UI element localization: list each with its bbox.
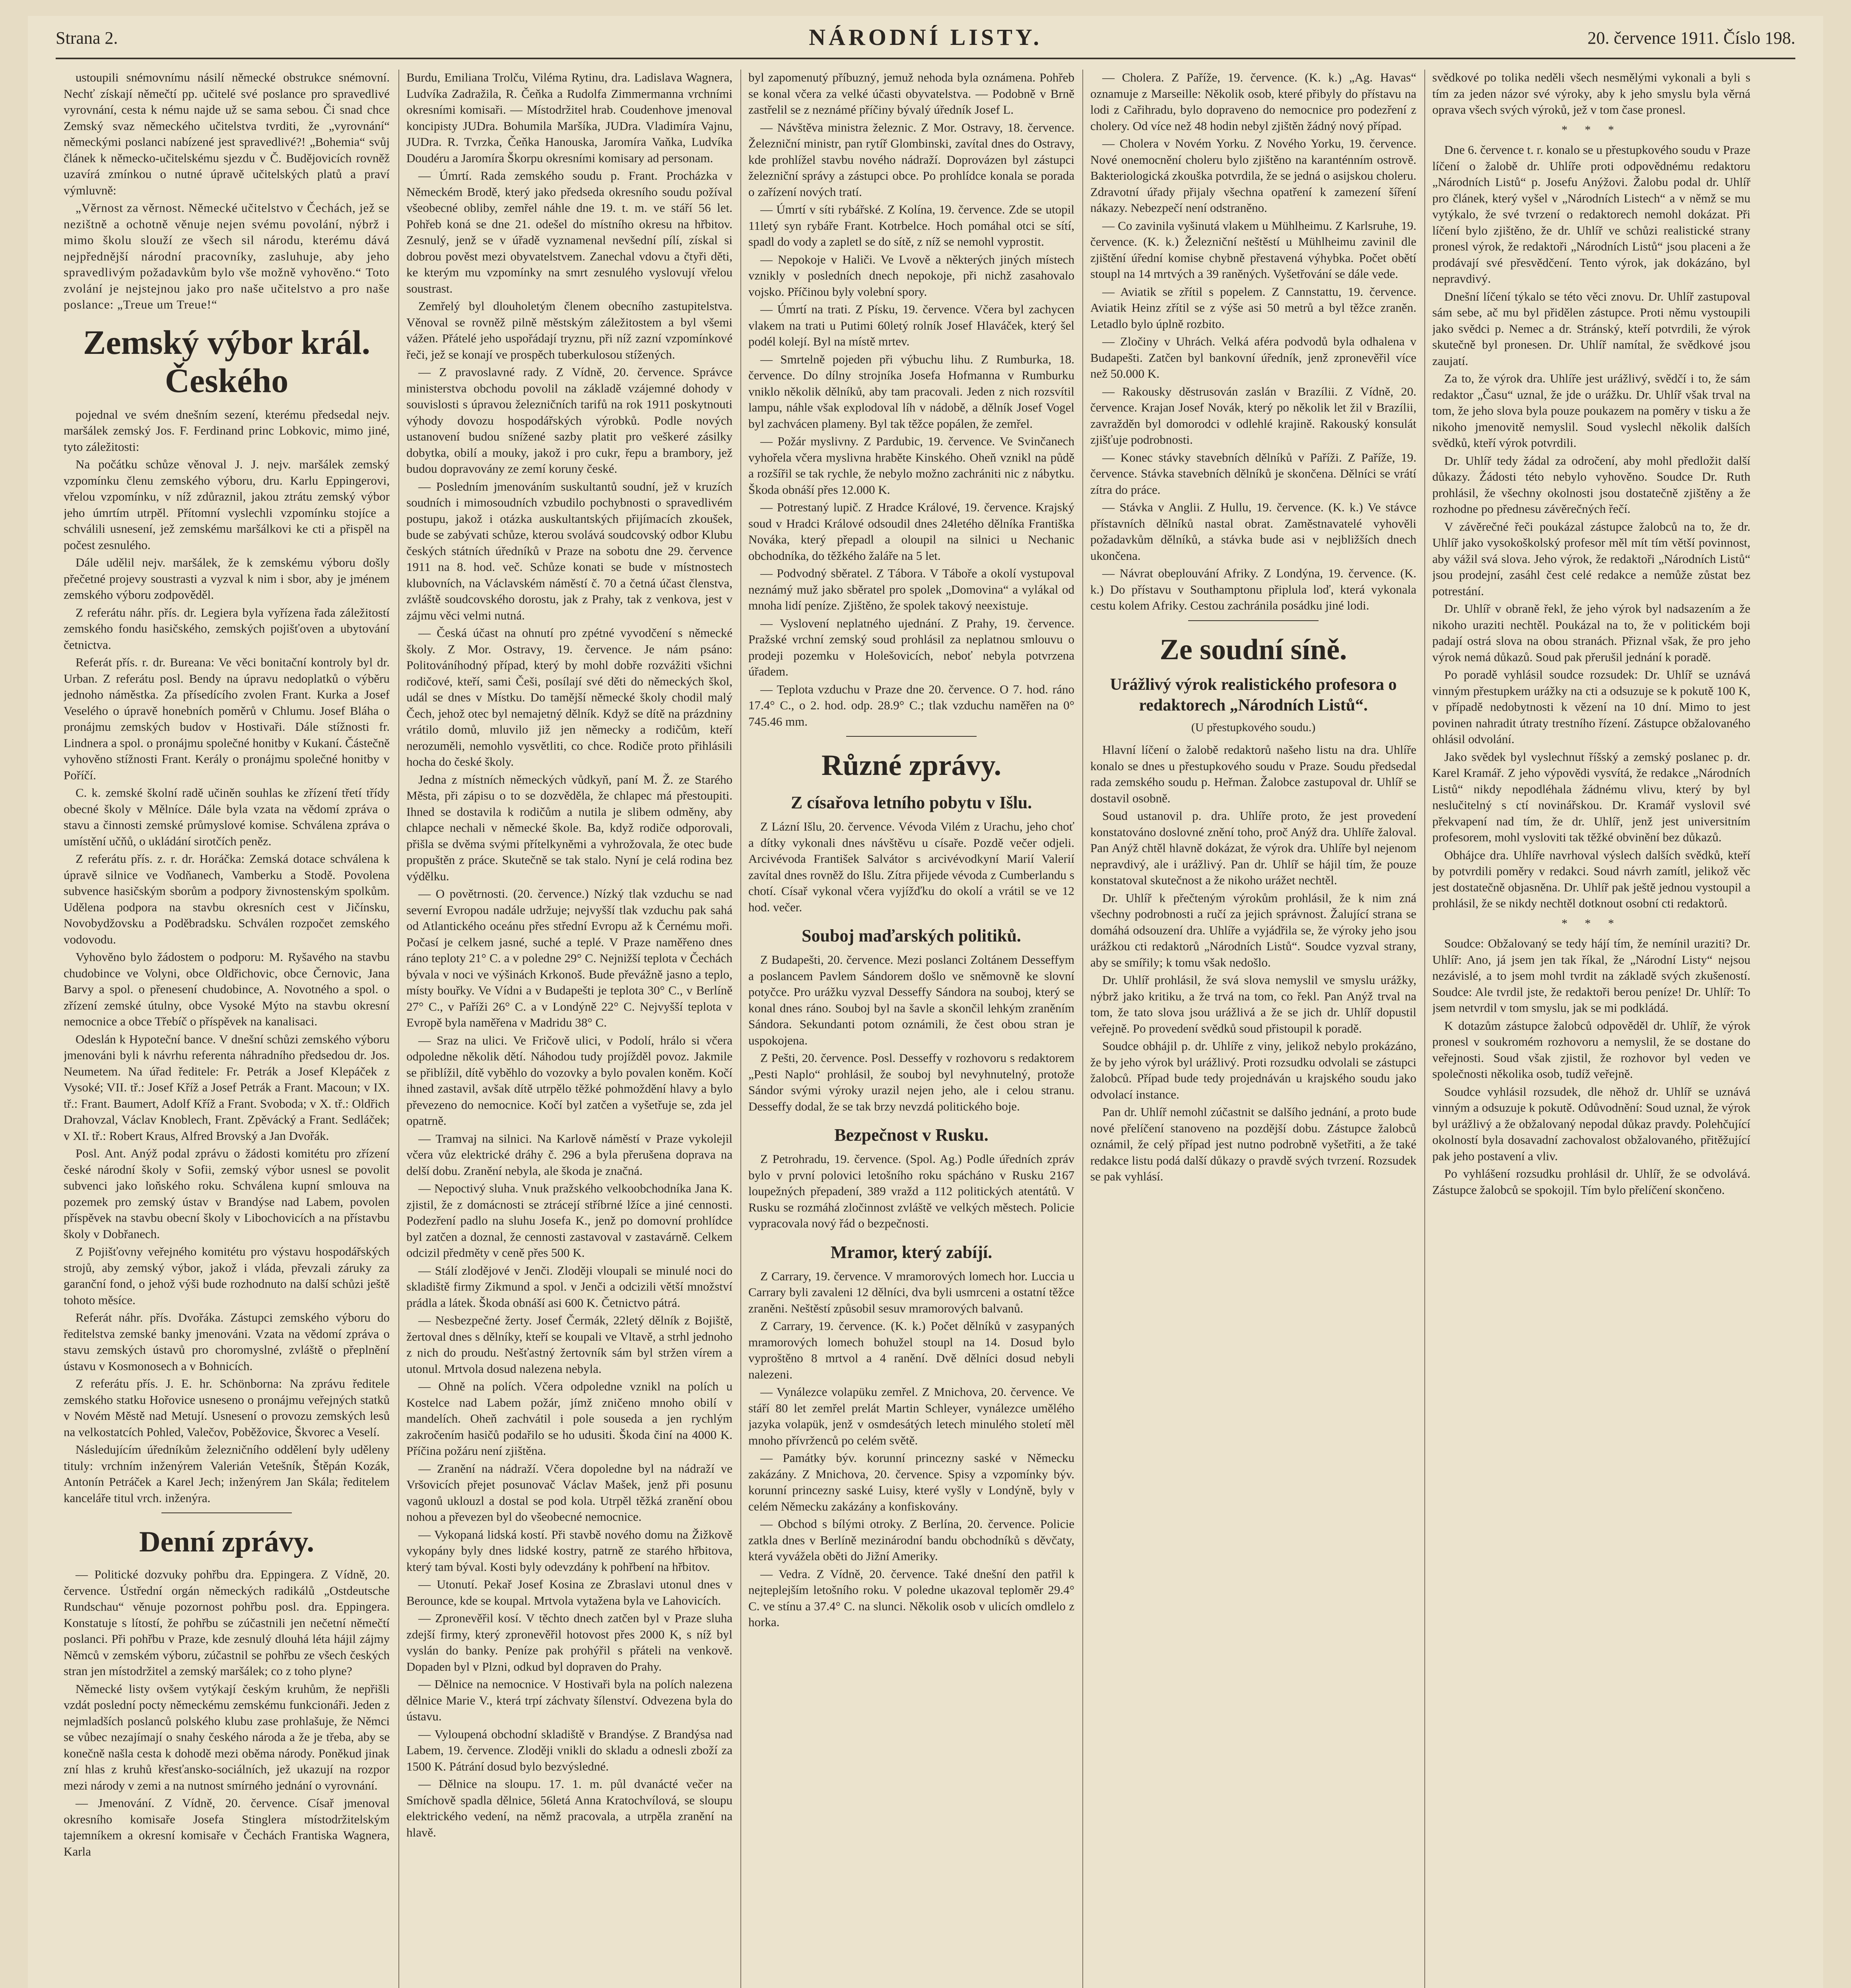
subheadline: Mramor, který zabíjí. bbox=[830, 1242, 993, 1262]
article-text: byl zapomenutý příbuzný, jemuž nehoda byla oznámena. Pohřeb se konal včera za velké účasti obyvatelstva. — Podobně v Brně zastřelil se z neznámé příčiny bývalý úředník Josef L. bbox=[748, 70, 1074, 116]
article-text: — Dělnice na sloupu. 17. 1. m. půl dvanácté večer na Smíchově spadla dělnice, 56letá Anna Kratochvílová, se sloupu elektrického vedení, na němž pracovala, a utrpěla zranění na hlavě. bbox=[406, 1777, 732, 1839]
article-text: — Vyslovení neplatného ujednání. Z Prahy, 19. července. Pražské vrchní zemský soud prohlásil za neplatnou smlouvu o prodeji pozemku v Holešovicích, neboť nebyla potvrzena úřadem. bbox=[748, 616, 1074, 678]
article-text: — O povětrnosti. (20. července.) Nízký tlak vzduchu se nad severní Evropou nadále udržuje; nejvyšší tlak vzduchu pak sahá od Atlantického oceánu přes střední Evropu až k Černému moři. Počasí je celkem jasné, suché a teplé. V Praze naměřeno dnes ráno teploty 21° C. a v poledne 29° C. Nejnižší teplota v Čechách bývala v noci ve výšinách Krkonoš. Bude převážně jasno a teplo, místy bouřky. Ve Vídni a v Budapešti je teplota 30° C., v Berlíně 27° C., v Paříži 26° C. a v Londýně 22° C. Nejvyšší teplota v Evropě byla naměřena v Madridu 38° C. bbox=[406, 887, 732, 1029]
article-text: Soudce: Obžalovaný se tedy hájí tím, že nemínil uraziti? Dr. Uhlíř: Ano, já jsem jen tak říkal, že „Národní Listy“ nejsou nezávislé, a to jsem mohl tvrdit na základě svých zkušeností. Soudce: Ale tvrdil jste, že redaktoři berou peníze! Dr. Uhlíř: To jsem netvrdil v tom smyslu, jak se mi podkládá. bbox=[1432, 936, 1750, 1015]
article-text: — Ohně na polích. Včera odpoledne vznikl na polích u Kostelce nad Labem požár, jímž zničeno mnoho obilí v mandelích. Oheň zachvátil i pole souseda a jen rychlým zakročením hasičů podařilo se ho udusiti. Škoda činí na 4000 K. Příčina požáru není zjištěna. bbox=[406, 1379, 732, 1458]
column-2 bbox=[406, 70, 732, 1988]
article-text: — Konec stávky stavebních dělníků v Paříži. Z Paříže, 19. července. Stávka stavebních dělníků je skončena. Dělníci se vrátí zítra do práce. bbox=[1090, 450, 1416, 497]
article-text: — Vedra. Z Vídně, 20. července. Také dnešní den patřil k nejteplejším letošního roku. V poledne ukazoval teploměr 29.4° C. ve stínu a 37.4° C. na slunci. Několik osob v ulicích omdlelo z horka. bbox=[748, 1567, 1074, 1629]
article-text: ustoupili snémovnímu násilí německé obstrukce snémovní. Nechť získají němečtí pp. učitelé své poslance pro spravedlivé vyrovnání, cesta k nému najde už se sama sebou. Či snad chce Zemský svaz německého učitelstva tvrditi, že „vyrovnání“ německými poslanci nabízené jest spravedlivé?! „Bohemia“ svůj článek k německo-učitelskému sjezdu v Č. Budějovicích rovněž uzavírá zmínkou o nutné úpravě učitelských platů a praví výmluvně: bbox=[64, 70, 390, 197]
article-text: — Teplota vzduchu v Praze dne 20. července. O 7. hod. ráno 17.4° C., o 2. hod. odp. 28.9° C.; tlak vzduchu naměřen na 0° 745.46 mm. bbox=[748, 682, 1074, 728]
separator-stars: * * * bbox=[1562, 916, 1621, 930]
article-text: — Památky býv. korunní princezny saské v Německu zakázány. Z Mnichova, 20. července. Spisy a vzpomínky býv. korunní princezny saské Luisy, které vyšly v Londýně, byly v celém Německu zakázány a konfiskovány. bbox=[748, 1451, 1074, 1513]
article-text: Odeslán k Hypoteční bance. V dnešní schůzi zemského výboru jmenováni byli k návrhu referenta náhradního předsedou dr. Jos. Neumetem. Na úřad ředitele: Fr. Petrák a Josef Klepáček z Vysoké; VII. tř.: Josef Kříž a Josef Petrák a Frant. Macoun; v IX. tř.: Frant. Baumert, Adolf Kříž a Frant. Svoboda; v X. tř.: Oldřich Drahovzal, Václav Knoblech, Frant. Zpěvácký a Frant. Sedláček; v XI. tř.: Robert Kraus, Alfred Brovský a Jan Dvořák. bbox=[64, 1032, 390, 1143]
separator-stars: * * * bbox=[1562, 123, 1621, 136]
article-text: Německé listy ovšem vytýkají českým kruhům, že nepřišli vzdát poslední pocty německému zemskému funkcionáři. Jeden z nejmladších poslanců polského klubu zase prohlašuje, že Němci se vůbec nezajímají o snahy českého národa a že je třeba, aby se konečně našla cesta k dohodě mezi oběma národy. Poněkud jinak zní hlas z kruhů křesťansko-sociálních, jež ukazují na rozpor mezi národy v zemi a na nutnost smírného jednání o vyrovnání. bbox=[64, 1681, 390, 1792]
headline-ruzne-zpravy: Různé zprávy. bbox=[821, 749, 1002, 782]
article-text: Z Carrary, 19. července. V mramorových lomech hor. Luccia u Carrary byli zavaleni 12 dělníci, dva byli usmrceni a ostatní těžce zraněni. Neštěstí způsobil sesuv mramorových balvanů. bbox=[748, 1269, 1074, 1315]
article-text: — Smrtelně pojeden při výbuchu lihu. Z Rumburka, 18. července. Do dílny strojníka Josefa Hofmanna v Rumburku vniklo několik dělníků, aby tam pracovali. Jeden z nich rozsvítil lampu, náhle však explodoval líh v nádobě, a dělník Josef Vogel byl zachvácen plameny. Byl tak těžce popálen, že zemřel. bbox=[748, 352, 1074, 431]
headline-zemsky-vybor: Zemský výbor král. Českého bbox=[83, 323, 371, 400]
subheadline: Bezpečnost v Rusku. bbox=[834, 1125, 989, 1145]
article-text: — Rakousky děstrusován zaslán v Brazílii. Z Vídně, 20. července. Krajan Josef Novák, který po několik let žil v Brazílii, zavražděn byl domorodci v odlehlé krajině. Rakouský konsulát zjišťuje podrobnosti. bbox=[1090, 384, 1416, 447]
article-text: Na počátku schůze věnoval J. J. nejv. maršálek zemský vzpomínku členu zemského výboru, dru. Karlu Eppingerovi, vřelou vzpomínku, v níž zdůraznil, jakou ztrátu zemský výbor jeho úmrtím utrpěl. Přítomní vyslechli vzpomínku stojíce a schválili usnesení, jež zemskému maršálkovi ke cti a přispěl na počest zesnulého. bbox=[64, 457, 390, 552]
page-number: Strana 2. bbox=[56, 28, 118, 48]
article-text: — Zranění na nádraží. Včera dopoledne byl na nádraží ve Vršovicích přejet posunovač Václav Mašek, jenž při posunu vagonů uklouzl a dostal se pod kola. Utrpěl těžká zranění obou nohou a převezen byl do všeobecné nemocnice. bbox=[406, 1461, 732, 1524]
article-text: — Požár myslivny. Z Pardubic, 19. července. Ve Svinčanech vyhořela včera myslivna hraběte Kinského. Oheň vznikl na půdě a rozšířil se tak rychle, že nebylo možno zachrániti nic z nábytku. Škoda obnáší přes 12.000 K. bbox=[748, 434, 1074, 497]
column-1 bbox=[64, 70, 390, 1988]
article-text: Z Pojišťovny veřejného komitétu pro výstavu hospodářských strojů, aby zemský výbor, jakož i vláda, převzali záruky za garanční fond, o jehož výši bude rozhodnuto na další schůzi ještě tohoto měsíce. bbox=[64, 1244, 390, 1307]
article-text: Dr. Uhlíř tedy žádal za odročení, aby mohl předložit další důkazy. Žádosti této nebylo vyhověno. Soudce Dr. Ruth prohlásil, že všechny okolnosti jsou dostatečně zjištěny a že rozhodne po přednesu závěrečných řečí. bbox=[1432, 453, 1750, 516]
article-text: Dr. Uhlíř prohlásil, že svá slova nemyslil ve smyslu urážky, nýbrž jako kritiku, a že trvá na tom, co řekl. Pan Anýž trval na tom, že tato slova jsou urážlivá a že se jich dr. Uhlíř dopustil veřejně. Po provedení svědků soud přistoupil k poradě. bbox=[1090, 973, 1416, 1035]
article-text: Pan dr. Uhlíř nemohl zúčastnit se dalšího jednání, a proto bude nové přelíčení stanoveno na pozdější dobu. Zástupce žalobců oznámil, že celý případ jest nutno podrobně vyšetřiti, a že také redakce listu podá další důkazy o pravdě svých tvrzení. Rozsudek se pak vyhlásí. bbox=[1090, 1105, 1416, 1183]
subheadline: Z císařova letního pobytu v Išlu. bbox=[791, 793, 1032, 812]
article-text: — Vyloupená obchodní skladiště v Brandýse. Z Brandýsa nad Labem, 19. července. Zloději vnikli do skladu a odnesli zboží za 1500 K. Pátrání dosud bylo bezvýsledné. bbox=[406, 1727, 732, 1773]
article-text: — Aviatik se zřítil s popelem. Z Cannstattu, 19. července. Aviatik Heinz zřítil se z výše asi 50 metrů a byl těžce zraněn. Letadlo bylo úplně rozbito. bbox=[1090, 284, 1416, 331]
section-divider bbox=[846, 736, 977, 737]
article-text: — Zpronevěřil kosí. V těchto dnech zatčen byl v Praze sluha zdejší firmy, který zpronevěřil hotovost přes 2000 K, s níž byl vyslán do banky. Peníze pak prohýřil s přáteli na venkově. Dopaden byl v Plzni, odkud byl dopraven do Prahy. bbox=[406, 1611, 732, 1673]
article-text: — Cholera v Novém Yorku. Z Nového Yorku, 19. července. Nové onemocnění choleru bylo zjištěno na karanténním ostrově. Bakteriologická zkouška potvrdila, že se jedná o asijskou choleru. Zdravotní úřady přijaly všechna opatření k zamezení šíření nákazy. Nebezpečí není odstraněno. bbox=[1090, 136, 1416, 215]
article-text: svědkové po tolika neděli všech nesmělými vykonali a byli s tím za jeden názor své výroky, aby k jeho smyslu byla věrná oprava všech svých výroků, jež v tom čase pronesl. bbox=[1432, 70, 1750, 116]
article-text: — Posledním jmenováním suskultantů soudní, jež v kruzích soudních i mimosoudních vzbudilo pochybnosti o spravedlivém postupu, jakož i otázka auskultantských přijímacích zkoušek, bude se zabývati schůze, kterou svolává soudcovský odbor Klubu českých státních úředníků v Praze na sobotu dne 29. července 1911 na 8. hod. več. Schůze konati se bude v místnostech klubovních, na Václavském náměstí č. 70 a četná účast členstva, zvláště soudcovského dorostu, jak z Prahy, tak z venkova, jest v zájmu věci velmi nutná. bbox=[406, 479, 732, 622]
article-text: Jedna z místních německých vůdkyň, paní M. Ž. ze Starého Města, při zápisu o to se dozvěděla, že chlapec má přestoupiti. Ihned se dostavila k rodičům a nutila je slibem odměny, aby chlapce nechali v německé škole. Ba, když rodiče odporovali, přišla se dvěma svými přítelkyněmi a vyhrožovala, že otec bude propuštěn z práce. Skutečně se tak stalo. Nyní je celá rodina bez výdělku. bbox=[406, 772, 732, 883]
column-3 bbox=[748, 70, 1074, 1988]
article-text: — Vynálezce volapüku zemřel. Z Mnichova, 20. července. Ve stáří 80 let zemřel prelát Martin Schleyer, vynálezce umělého jazyka volapük, jenž v osmdesátých letech minulého století měl mnoho přívrženců po celém světě. bbox=[748, 1385, 1074, 1447]
article-text: Dále udělil nejv. maršálek, že k zemskému výboru došly přečetné projevy soustrasti a vyzval k nim i sbor, aby je jménem zemského výboru zodpověděl. bbox=[64, 555, 390, 602]
article-text: — Návštěva ministra železnic. Z Mor. Ostravy, 18. července. Železniční ministr, pan rytíř Glombinski, zavítal dnes do Ostravy, kde prohlížel stavbu nového nádraží. Doprovázen byl zástupci železniční správy a zástupci obce. Po prohlídce konala se porada o zařízení nových tratí. bbox=[748, 120, 1074, 199]
issue-date: 20. července 1911. Číslo 198. bbox=[1587, 28, 1795, 48]
article-text: — Česká účast na ohnutí pro zpétné vyvodčení s německé školy. Z Mor. Ostravy, 19. července. Je nám psáno: Politováníhodný případ, který by mohl dobře rozvážiti všichni rodičové, kteří, sami Češi, posílají své děti do německých škol, udál se dnes v Místku. Do tamější německé školy chodil malý Čech, jehož otec byl nemajetný dělník. Když se dítě na prázdniny vrátilo domů, mluvilo již jen německy a rodičům, kteří nerozuměli, nemohlo vysvětliti, co chce. Rodiče proto přihlásili hocha do české školy. bbox=[406, 626, 732, 769]
article-text: — Sraz na ulici. Ve Fričově ulici, v Podolí, hrálo si včera odpoledne několik dětí. Náhodou tudy projížděl povoz. Jakmile se přiblížil, dítě vyběhlo do vozovky a bylo povalen koněm. Kočí ihned zastavil, avšak dítě utrpělo těžké pohmoždění hlavy a bylo převezeno do nemocnice. Kočí byl zatčen a vyšetřuje se, zda jel opatrně. bbox=[406, 1033, 732, 1128]
article-text: Dne 6. července t. r. konalo se u přestupkového soudu v Praze líčení o žalobě dr. Uhlíře proti odpovědnému redaktoru „Národních Listů“ p. Josefu Anýžovi. Žalobu podal dr. Uhlíř pro článek, který vyšel v „Národních Listech“ a v němž se mu vytýkalo, že své tvrzení o redaktorech nemohl dokázat. Při líčení bylo zjištěno, že dr. Uhlíř ve schůzi realistické strany pronesl výrok, že redaktoři „Národních Listů“ jsou placeni a že prodávají své přesvědčení. Tento výrok, jak dokázáno, byl nepravdivý. bbox=[1432, 143, 1750, 285]
article-text: Jako svědek byl vyslechnut říšský a zemský poslanec p. dr. Karel Kramář. Z jeho výpovědi vysvítá, že redakce „Národních Listů“ nikdy nepodléhala žádnému vlivu, který by byl neslučitelný s ctí novinářskou. Dr. Kramář vyslovil své překvapení nad tím, že dr. Uhlíř, jenž jest universitním profesorem, mohl vysloviti tak těžké obvinění bez důkazů. bbox=[1432, 749, 1750, 844]
article-text: Z referátu náhr. přís. dr. Legiera byla vyřízena řada záležitostí zemského fondu hasičského, zemských pojišťoven a ubytování četnictva. bbox=[64, 605, 390, 652]
article-text: pojednal ve svém dnešním sezení, kterému předsedal nejv. maršálek zemský Jos. F. Ferdinand princ Lobkovic, mimo jiné, tyto záležitosti: bbox=[64, 407, 390, 454]
article-text: Z referátu přís. J. E. hr. Schönborna: Na zprávu ředitele zemského statku Hořovice usneseno o pronájmu veřejných statků v Novém Městě nad Metují. Usnesení o provozu zemských lesů na velkostatcích Pohled, Valečov, Poběžovice, Škvorec a Veselí. bbox=[64, 1376, 390, 1439]
article-text: Soudce vyhlásil rozsudek, dle něhož dr. Uhlíř se uznává vinným a odsuzuje k pokutě. Odůvodnění: Soud uznal, že výrok byl urážlivý a že obžalovaný nepodal důkaz pravdy. Polehčující okolností byla dosavadní zachovalost obžalovaného, přitěžující pak jeho postavení a vliv. bbox=[1432, 1084, 1750, 1163]
article-text: Po vyhlášení rozsudku prohlásil dr. Uhlíř, že se odvolává. Zástupce žalobců se spokojil. Tím bylo přelíčení skončeno. bbox=[1432, 1167, 1750, 1197]
article-text: Z Pešti, 20. července. Posl. Desseffy v rozhovoru s redaktorem „Pesti Naplo“ prohlásil, že souboj byl nevyhnutelný, protože Sándor svými výroky urazil nejen jeho, ale i celou stranu. Desseffy dodal, že se tak brzy nevzdá politického boje. bbox=[748, 1051, 1074, 1113]
newspaper-title: NÁRODNÍ LISTY. bbox=[809, 24, 1042, 50]
article-text: — Potrestaný lupič. Z Hradce Králové, 19. července. Krajský soud v Hradci Králové odsoudil dnes 24letého dělníka Františka Nováka, který přepadl a oloupil na silnici u Nechanic obchodníka, do těžkého žaláře na 5 let. bbox=[748, 500, 1074, 563]
article-text: Z Budapešti, 20. července. Mezi poslanci Zoltánem Desseffym a poslancem Pavlem Sándorem došlo ve sněmovně ke slovní potyčce. Pro urážku vyzval Desseffy Sándora na souboj, který se konal dnes ráno. Souboj byl na šavle a skončil lehkým zraněním Sándora. Sekundanti potom oznámili, že čest obou stran je uspokojena. bbox=[748, 953, 1074, 1047]
article-text: Po poradě vyhlásil soudce rozsudek: Dr. Uhlíř se uznává vinným přestupkem urážky na cti a odsuzuje se k pokutě 100 K, v případě nedobytnosti k vězení na 10 dní. Mimo to jest povinen nahradit útraty trestního řízení. Zástupce obžalovaného ohlásil odvolání. bbox=[1432, 668, 1750, 746]
article-text: — Úmrtí. Rada zemského soudu p. Frant. Procházka v Německém Brodě, který jako předseda okresního soudu požíval všeobecné obliby, zemřel náhle dne 19. t. m. ve stáří 56 let. Pohřeb koná se dne 21. odešel do místního okresu na hřbitov. Zesnulý, jenž se v úřadě vyznamenal nevšední pílí, získal si dobrou pověst mezi obyvatelstvem. Zanechal vdovu a čtyři děti, ke kterým mu vzpomínky na smrt zesnulého vyslovují vřelou soustrast. bbox=[406, 169, 732, 295]
column-divider bbox=[398, 70, 399, 1988]
article-text: Zemřelý byl dlouholetým členem obecního zastupitelstva. Věnoval se rovněž pilně městským záležitostem a byl všemi vážen. Přátelé jeho uspořádají tryznu, při níž zazní vzpomínkové řeči, jež se konají ve prospěch tuberkulosou stížených. bbox=[406, 299, 732, 361]
article-text: Z Petrohradu, 19. července. (Spol. Ag.) Podle úředních zpráv bylo v první polovici letošního roku spácháno v Rusku 2167 loupežných přepadení, 389 vražd a 112 politických atentátů. V Rusku se rozmáhá zločinnost zvláště ve velkých městech. Policie vypracovala nový řád o bezpečnosti. bbox=[748, 1152, 1074, 1230]
headline-ze-soudni-sine: Ze soudní síně. bbox=[1160, 633, 1347, 666]
subheadline: Urážlivý výrok realistického profesora o redaktorech „Národních Listů“. bbox=[1110, 675, 1397, 714]
column-divider bbox=[1424, 70, 1425, 1988]
article-text: Dnešní líčení týkalo se této věci znovu. Dr. Uhlíř zastupoval sám sebe, ač mu byl přidělen zástupce. Proti němu vystoupili jako svědci p. Nemec a dr. Stránský, kteří potvrdili, že výrok skutečně byl pronesen. Dr. Uhlíř namítal, že svědkové jsou zaujatí. bbox=[1432, 289, 1750, 368]
article-text: Referát přís. r. dr. Bureana: Ve věci bonitační kontroly byl dr. Urban. Z referátu posl. Bendy na úpravu nedoplatků o výběru jednoho náměstka. Za přísedícího zvolen Frant. Kurka a Josef Veselého o úpravě honebních poměrů v Chlumu. Josef Bláha o pronájmu zemských budov v Hostivaři. Dále stížnosti fr. Lindnera a spol. o pronájmu společné honitby v Kukaní. Částečně vyhověno stížnosti Frant. Kerály o pronájmu společné honitby v Poříčí. bbox=[64, 655, 390, 782]
article-text: Posl. Ant. Anýž podal zprávu o žádosti komitétu pro zřízení české národní školy v Sofii, zemský výbor usnesl se povolit subvenci jako loňského roku. Schválena kupní smlouva na pozemek pro zemský ústav v Brandýse nad Labem, povolen příspěvek na stavbu obecní školy v Libochovicích a na přístavbu školy v Dobřanech. bbox=[64, 1146, 390, 1241]
article-text: — Vykopaná lidská kostí. Při stavbě nového domu na Žižkově vykopány byly dnes lidské kostry, patrně ze starého hřbitova, který tam býval. Kosti byly odevzdány k pohřbení na hřbitov. bbox=[406, 1527, 732, 1574]
column-divider bbox=[1082, 70, 1083, 1988]
article-text: Z referátu přís. z. r. dr. Horáčka: Zemská dotace schválena k úpravě silnice ve Vodňanech, Vamberku a Stodě. Povolena subvence hasičským sborům a podpory živnostenským spolkům. Udělena podpora na stavbu okresních cest v Jičínsku, Novobydžovsku a Poděbradsku. Schválen rozpočet zemského vodovodu. bbox=[64, 852, 390, 946]
article-text: — Utonutí. Pekař Josef Kosina ze Zbraslavi utonul dnes v Berounce, kde se koupal. Mrtvola vytažena byla ve Lahovicích. bbox=[406, 1577, 732, 1607]
article-text: Hlavní líčení o žalobě redaktorů našeho listu na dra. Uhlíře konalo se dnes u přestupkového soudu v Praze. Soudu předsedal rada zemského soudu p. Heřman. Žalobce zastupoval dr. Uhlíř se dostavil osobně. bbox=[1090, 743, 1416, 805]
article-text: Dr. Uhlíř k přečteným výrokům prohlásil, že k nim zná všechny podrobnosti a ručí za jejich správnost. Žalující strana se domáhá odsouzení dra. Uhlíře a vyjádřila se, že výroky jeho jsou urážkou cti redaktorů „Národních Listů“. Soudce vyzval strany, aby se smířily; k tomu však nedošlo. bbox=[1090, 891, 1416, 969]
section-divider bbox=[1188, 620, 1319, 621]
article-text: — Nesbezpečné žerty. Josef Čermák, 22letý dělník z Bojiště, žertoval dnes s dělníky, kteří se koupali ve Vltavě, a strhl jednoho z nich do proudu. Nešťastný žertovník sám byl stržen vírem a utonul. Mrtvola dosud nalezena nebyla. bbox=[406, 1313, 732, 1376]
article-text: Následujícím úředníkům železničního oddělení byly uděleny tituly: vrchním inženýrem Valerián Vetešník, Štěpán Kozák, Antonín Petráček a Karel Jech; inženýrem Jan Skála; ředitelem kanceláře titul vrch. inženýra. bbox=[64, 1442, 390, 1505]
column-4 bbox=[1090, 70, 1416, 1988]
section-divider bbox=[161, 1512, 292, 1513]
article-text: — Co zavinila vyšinutá vlakem u Mühlheimu. Z Karlsruhe, 19. července. (K. k.) Železniční neštěstí u Mühlheimu zavinil dle zjištění úřední komise chybně přestavená výhybka. Počet obětí stoupl na 14 mrtvých a 39 raněných. Vyšetřování se dále vede. bbox=[1090, 218, 1416, 281]
article-text: — Nepoctivý sluha. Vnuk pražského velkoobchodníka Jana K. zjistil, že z domácnosti se ztrácejí stříbrné lžíce a jiné cennosti. Podezření padlo na sluhu Josefa K., jenž po domovní prohlídce byl zatčen a doznal, že cennosti zastavoval v zastavárně. Celkem odcizil předměty v ceně přes 500 K. bbox=[406, 1181, 732, 1260]
article-text: Za to, že výrok dra. Uhlíře jest urážlivý, svědčí i to, že sám redaktor „Času“ uznal, že jde o urážku. Dr. Uhlíř však trval na tom, že jeho slova byla pouze poukazem na poměry v tisku a že nikoho jmenovitě nemyslil. Soud vyslechl několik dalších svědků, kteří výrok potvrdili. bbox=[1432, 371, 1750, 450]
article-text: K dotazům zástupce žalobců odpověděl dr. Uhlíř, že výrok pronesl v soukromém rozhovoru a nemyslil, že se dostane do veřejnosti. Soud však zjistil, že rozhovor byl veden ve společnosti několika osob, tudíž veřejně. bbox=[1432, 1018, 1750, 1081]
article-text: — Stálí zlodějové v Jenči. Zloději vloupali se minulé noci do skladiště firmy Zikmund a spol. v Jenči a odcizili větší množství prádla a látek. Škoda obnáší asi 600 K. Četnictvo pátrá. bbox=[406, 1263, 732, 1310]
court-note: (U přestupkového soudu.) bbox=[1191, 720, 1316, 734]
article-text: — Dělnice na nemocnice. V Hostivaři byla na polích nalezena dělnice Marie V., která trpí záchvaty šílenství. Odvezena byla do ústavu. bbox=[406, 1677, 732, 1723]
column-5 bbox=[1432, 70, 1750, 1988]
headline-denni-zpravy: Denní zprávy. bbox=[139, 1526, 314, 1558]
article-text: — Cholera. Z Paříže, 19. července. (K. k.) „Ag. Havas“ oznamuje z Marseille: Několik osob, které přibyly do přístavu na lodi z Cařihradu, bylo dopraveno do nemocnice pro podezření z cholery. Od více než 48 hodin nebyl zjištěn žádný nový případ. bbox=[1090, 70, 1416, 133]
masthead bbox=[56, 24, 1795, 56]
article-text: — Zločiny v Uhrách. Velká aféra podvodů byla odhalena v Budapešti. Zatčen byl bankovní úředník, jenž zpronevěřil více než 50.000 K. bbox=[1090, 334, 1416, 381]
article-text: — Jmenování. Z Vídně, 20. července. Císař jmenoval okresního komisaře Josefa Stinglera místodržitelským tajemníkem a okresní komisaře v Čechách Frantiska Wagnera, Karla bbox=[64, 1796, 390, 1858]
article-text: — Stávka v Anglii. Z Hullu, 19. července. (K. k.) Ve stávce přístavních dělníků nastal obrat. Zaměstnavatelé vyhověli požadavkům dělníků, a stávka bude asi v nejbližších dnech ukončena. bbox=[1090, 500, 1416, 563]
article-text: Obhájce dra. Uhlíře navrhoval výslech dalších svědků, kteří by potvrdili poměry v redakci. Soud návrh zamítl, jelikož věc jest dostatečně objasněna. Dr. Uhlíř pak ještě jednou vystoupil a prohlásil, že se nikdy nechtěl dotknout osobní cti redaktorů. bbox=[1432, 848, 1750, 910]
article-text: Soudce obhájil p. dr. Uhlíře z viny, jelikož nebylo prokázáno, že by jeho výrok byl urážlivý. Proti rozsudku odvolali se zástupci žalobců. Případ bude tedy projednáván u krajského soudu jako odvolací instance. bbox=[1090, 1039, 1416, 1101]
article-text: — Podvodný sběratel. Z Tábora. V Táboře a okolí vystupoval neznámý muž jako sběratel pro spolek „Domovina“ a vylákal od mnoha lidí peníze. Zjištěno, že spolek takový neexistuje. bbox=[748, 566, 1074, 612]
article-text: V závěrečné řeči poukázal zástupce žalobců na to, že dr. Uhlíř jako vysokoškolský profesor měl mít tím větší povinnost, aby vážil svá slova. Jeho výrok, že redaktoři „Národních Listů“ jsou prodejní, zasáhl čest celé redakce a nemůže zůstat bez potrestání. bbox=[1432, 519, 1750, 598]
article-text: — Návrat obeplouvání Afriky. Z Londýna, 19. července. (K. k.) Do přístavu v Southamptonu připlula loď, která vykonala cestu kolem Afriky. Cestou zachránila posádku jiné lodi. bbox=[1090, 566, 1416, 612]
article-text: — Úmrtí v síti rybářské. Z Kolína, 19. července. Zde se utopil 11letý syn rybáře Frant. Kotrbelce. Hoch pomáhal otci se sítí, spadl do vody a zapletl se do sítě, z níž se nemohl vyprostit. bbox=[748, 202, 1074, 248]
article-text: Z Carrary, 19. července. (K. k.) Počet dělníků v zasypaných mramorových lomech bohužel stoupl na 14. Dosud bylo vyproštěno 8 mrtvol a 4 ranění. Dvě dělníci dosud nebyli nalezeni. bbox=[748, 1319, 1074, 1381]
article-text: — Úmrtí na trati. Z Písku, 19. července. Včera byl zachycen vlakem na trati u Putimi 60letý rolník Josef Hlaváček, který šel podél kolejí. Byl na místě mrtev. bbox=[748, 302, 1074, 348]
article-text: — Politické dozvuky pohřbu dra. Eppingera. Z Vídně, 20. července. Ústřední orgán německých radikálů „Ostdeutsche Rundschau“ věnuje pozornost pohřbu posl. dra. Eppingera. Konstatuje s lítostí, že pohřbu se zúčastnili jen nečetní němečtí poslanci. Při pohřbu v Praze, kde zesnulý dlouhá léta hájil zájmy Němců v zemském výboru, zúčastnil se pohřbu ze všech českých stran jen místodržitel a zemský maršálek; co z toho plyne? bbox=[64, 1567, 390, 1678]
article-text: — Z pravoslavné rady. Z Vídně, 20. července. Správce ministerstva obchodu povolil na základě vzájemné dohody v souvislosti s úpravou železničních tarifů na rok 1911 poskytnouti výhody dovozu hospodářských výrobků. Podle nových ustanovení budou snížené sazby platit pro veškeré zásilky dobytka, obilí a mouky, jakož i pro cukr, řepu a brambory, jež budou dopravovány ze zemí koruny české. bbox=[406, 365, 732, 476]
article-text: Burdu, Emiliana Trolču, Viléma Rytinu, dra. Ladislava Wagnera, Ludvíka Zadražila, R. Čeňka a Rudolfa Zimmermanna vrchními okresními komisaři. — Místodržitel hrab. Coudenhove jmenoval koncipisty JUDra. Bohumila Maršíka, JUDra. Vladimíra Vajnu, JUDra. R. Tvrzka, Čeňka Hanouska, Jaromíra Vaňka, Ludvíka Doudéru a Jaromíra Škorpu okresními komisary ad personam. bbox=[406, 70, 732, 165]
article-text: C. k. zemské školní radě učiněn souhlas ke zřízení třetí třídy obecné školy v Mělníce. Dále byla vzata na vědomí zpráva o stavu a činnosti zemské průmyslové komise. Schválena zpráva o umístění učňů, o ukládání sirotčích peněz. bbox=[64, 786, 390, 848]
column-divider bbox=[740, 70, 741, 1988]
article-text: Z Lázní Išlu, 20. července. Vévoda Vilém z Urachu, jeho choť a dítky vykonali dnes návštěvu u císaře. Pozdě večer odjeli. Arcivévoda František Salvátor s arcivévodkyní Marií Valerií zavítal dnes rovněž do Išlu. Zítra přijede vévoda z Cumberlandu s chotí. Císař vykonal včera vyjížďku do okolí a vrátil se ve 12 hod. večer. bbox=[748, 819, 1074, 914]
article-text: — Nepokoje v Haliči. Ve Lvově a některých jiných místech vznikly v posledních dnech nepokoje, při nichž zasahovalo vojsko. Příčinou byly volební spory. bbox=[748, 252, 1074, 299]
article-quote: „Věrnost za věrnost. Německé učitelstvo v Čechách, jež se nezištně a ochotně věnuje nejen svému povolání, nýbrž i mimo školu slouží ze všech sil národu, kterému dává nejpřednější národní pracovníky, zasluhuje, aby jeho spravedlivým požadavkům bylo vše možně vyhověno.“ Toto zvolání je nejstejnou jako pro naše učitelstvo a pro naše poslance: „Treue um Treue!“ bbox=[64, 201, 390, 311]
article-text: Soud ustanovil p. dra. Uhlíře proto, že jest provedení konstatováno doslovné znění toho, proč Anýž dra. Uhlíře žaloval. Pan Anýž chtěl hlavně dokázat, že výrok dra. Uhlíře byl nejenom nepravdivý, ale i urážlivý. Pan dr. Uhlíř se hájil tím, že pouze konstatoval skutečnost a že nikoho urážet nechtěl. bbox=[1090, 809, 1416, 887]
article-text: — Obchod s bílými otroky. Z Berlína, 20. července. Policie zatkla dnes v Berlíně mezinárodní bandu obchodníků s děvčaty, která vyvážela oběti do Jižní Ameriky. bbox=[748, 1517, 1074, 1563]
article-text: — Tramvaj na silnici. Na Karlově náměstí v Praze vykolejil včera vůz elektrické dráhy č. 296 a byla přerušena doprava na delší dobu. Zranění nebyla, ale škoda je značná. bbox=[406, 1131, 732, 1178]
article-text: Referát náhr. přís. Dvořáka. Zástupci zemského výboru do ředitelstva zemské banky jmenováni. Vzata na vědomí zpráva o stavu zemských ústavů pro choromyslné, zvláště o přeplnění ústavu v Kosmonosech a v Bohnicích. bbox=[64, 1310, 390, 1373]
subheadline: Souboj maďarských politiků. bbox=[802, 926, 1021, 945]
article-text: Vyhověno bylo žádostem o podporu: M. Ryšavého na stavbu chudobince ve Volyni, obce Oldřichovic, obce Černovic, Jana Barvy a spol. o přenesení chudobince, A. Novotného a spol. o zřízení zemské útulny, obce Vysoké Mýto na stavbu okresní nemocnice a obce Třebíč o příspěvek na kanalisaci. bbox=[64, 950, 390, 1028]
header-rule bbox=[56, 58, 1795, 59]
article-text: Dr. Uhlíř v obraně řekl, že jeho výrok byl nadsazením a že nikoho uraziti nechtěl. Poukázal na to, že v politickém boji padají ostrá slova na obou stranách. Přiznal však, že pro jeho výrok nemá důkazů. Soud pak přerušil jednání k poradě. bbox=[1432, 602, 1750, 664]
